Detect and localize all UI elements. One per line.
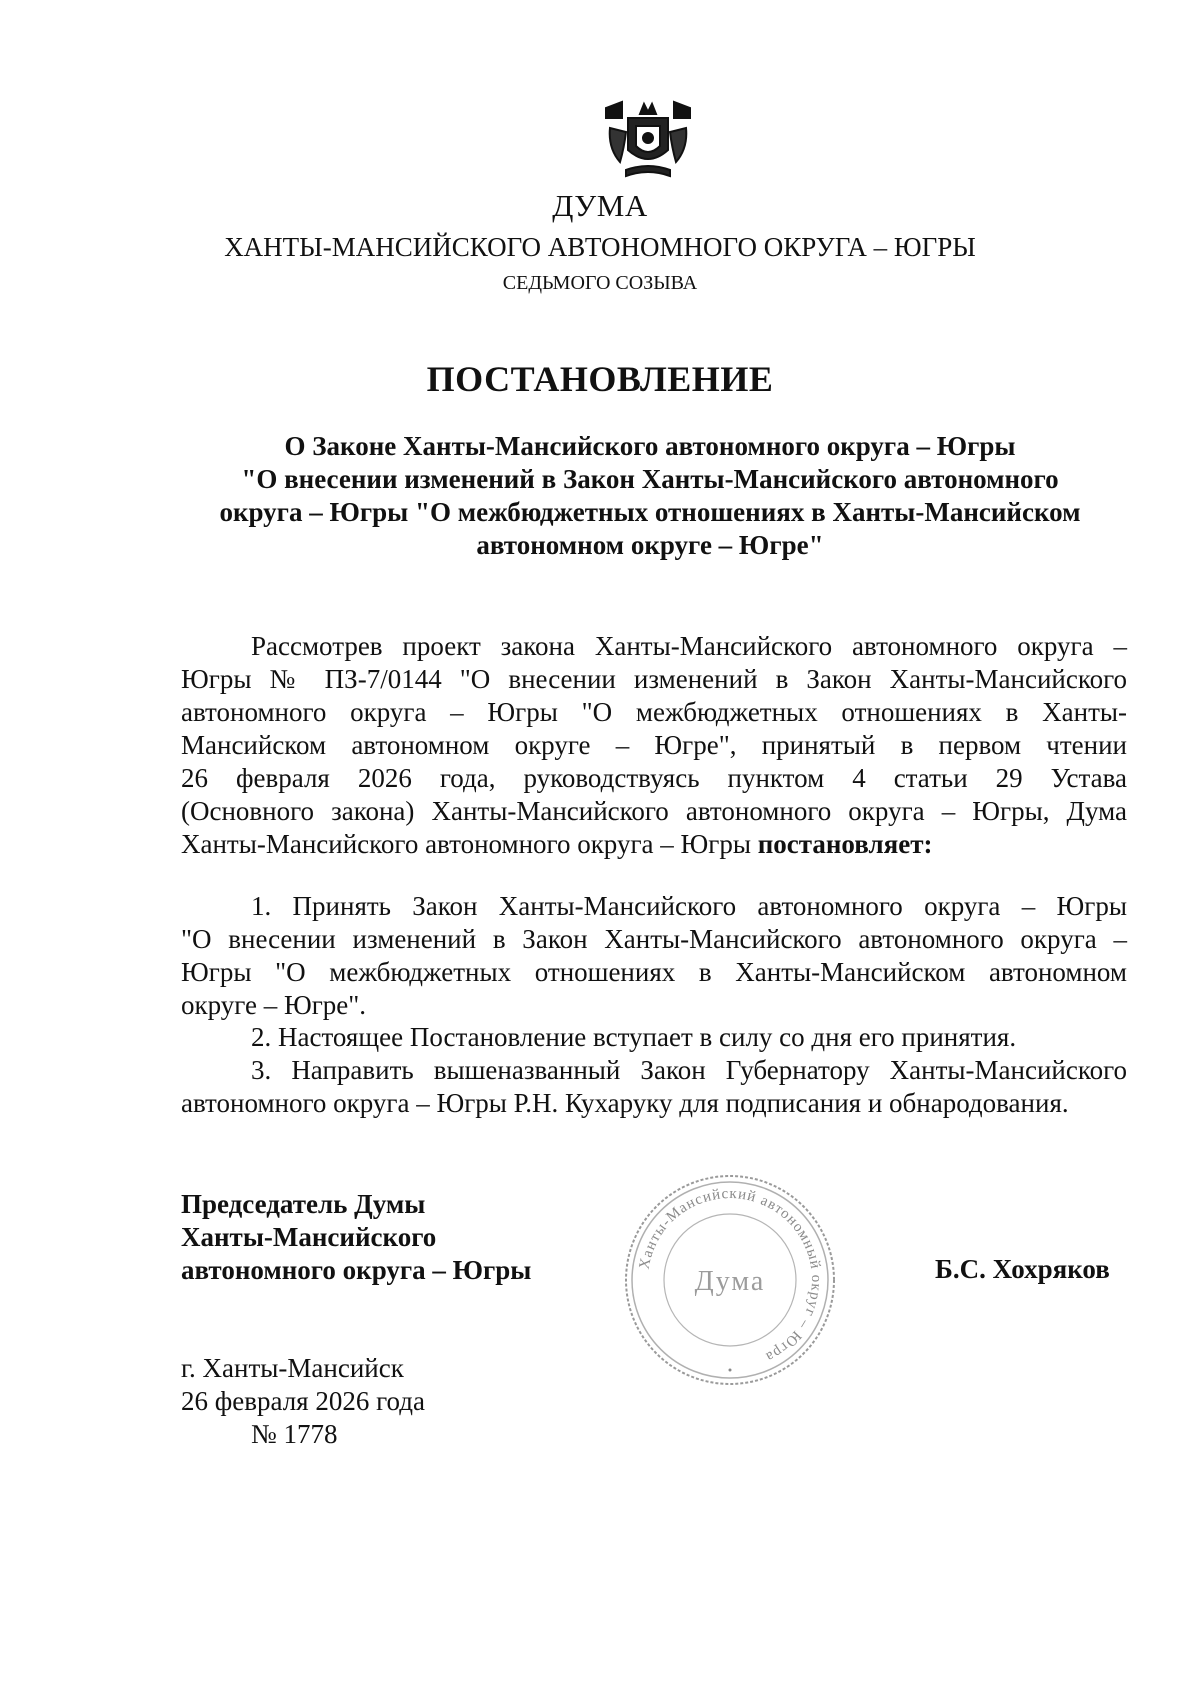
document-subject xyxy=(190,430,1110,562)
preamble-line: (Основного закона) Ханты-Мансийского автономного округа – Югры, Дума xyxy=(181,796,1127,826)
document-number: № 1778 xyxy=(251,1419,338,1449)
position-line: Председатель Думы xyxy=(181,1189,426,1219)
preamble-line: Рассмотрев проект закона Ханты-Мансийского автономного округа – xyxy=(251,631,1127,661)
seal-outer-text: Ханты-Мансийский автономный округ – Югра xyxy=(636,1185,825,1366)
seal-center-text: Дума xyxy=(694,1266,766,1297)
signer-name: Б.С. Хохряков xyxy=(935,1254,1110,1284)
subject-line: О Законе Ханты-Мансийского автономного округа – Югры xyxy=(284,431,1016,461)
subject-line: "О внесении изменений в Закон Ханты-Мансийского автономного xyxy=(241,464,1059,494)
convocation: СЕДЬМОГО СОЗЫВА xyxy=(502,272,698,294)
document-type: ПОСТАНОВЛЕНИЕ xyxy=(426,359,774,399)
preamble-line: Югры № ПЗ-7/0144 "О внесении изменений в Закон Ханты-Мансийского xyxy=(181,664,1127,694)
subject-line: автономном округе – Югре" xyxy=(476,530,824,560)
coat-of-arms-icon xyxy=(598,88,698,188)
item-1-paragraph xyxy=(181,890,1127,1022)
resolves-word: постановляет: xyxy=(757,829,933,859)
item-1-line: 1. Принять Закон Ханты-Мансийского автономного округа – Югры xyxy=(251,891,1127,921)
item-2-paragraph xyxy=(181,1021,1127,1054)
item-1-line: "О внесении изменений в Закон Ханты-Мансийского автономного округа – xyxy=(181,924,1127,954)
item-3-paragraph xyxy=(181,1054,1127,1120)
date: 26 февраля 2026 года xyxy=(181,1386,425,1416)
item-1-line: округе – Югре". xyxy=(181,990,367,1020)
preamble-paragraph xyxy=(181,630,1127,861)
item-3-line: автономного округа – Югры Р.Н. Кухаруку для подписания и обнародования. xyxy=(181,1088,1069,1118)
position-line: автономного округа – Югры xyxy=(181,1255,532,1285)
item-1-line: Югры "О межбюджетных отношениях в Ханты-Мансийском автономном xyxy=(181,957,1127,987)
place-date-block xyxy=(181,1352,425,1451)
org-name: ДУМА xyxy=(552,188,648,223)
signer-position xyxy=(181,1188,531,1287)
preamble-line: 26 февраля 2026 года, руководствуясь пунктом 4 статьи 29 Устава xyxy=(181,763,1127,793)
preamble-line: автономного округа – Югры "О межбюджетных отношениях в Ханты- xyxy=(181,697,1127,727)
preamble-line: Мансийском автономном округе – Югре", принятый в первом чтении xyxy=(181,730,1127,760)
preamble-line: Ханты-Мансийского автономного округа – Югры xyxy=(181,829,751,859)
position-line: Ханты-Мансийского xyxy=(181,1222,437,1252)
subject-line: округа – Югры "О межбюджетных отношениях в Ханты-Мансийском xyxy=(219,497,1081,527)
region-name: ХАНТЫ-МАНСИЙСКОГО АВТОНОМНОГО ОКРУГА – ЮГРЫ xyxy=(224,232,976,262)
item-2-line: 2. Настоящее Постановление вступает в силу со дня его принятия. xyxy=(251,1022,1017,1052)
official-seal xyxy=(620,1170,840,1390)
city: г. Ханты-Мансийск xyxy=(181,1353,404,1383)
preamble-last-line xyxy=(181,828,1127,861)
item-3-line: 3. Направить вышеназванный Закон Губернатору Ханты-Мансийского xyxy=(251,1055,1127,1085)
